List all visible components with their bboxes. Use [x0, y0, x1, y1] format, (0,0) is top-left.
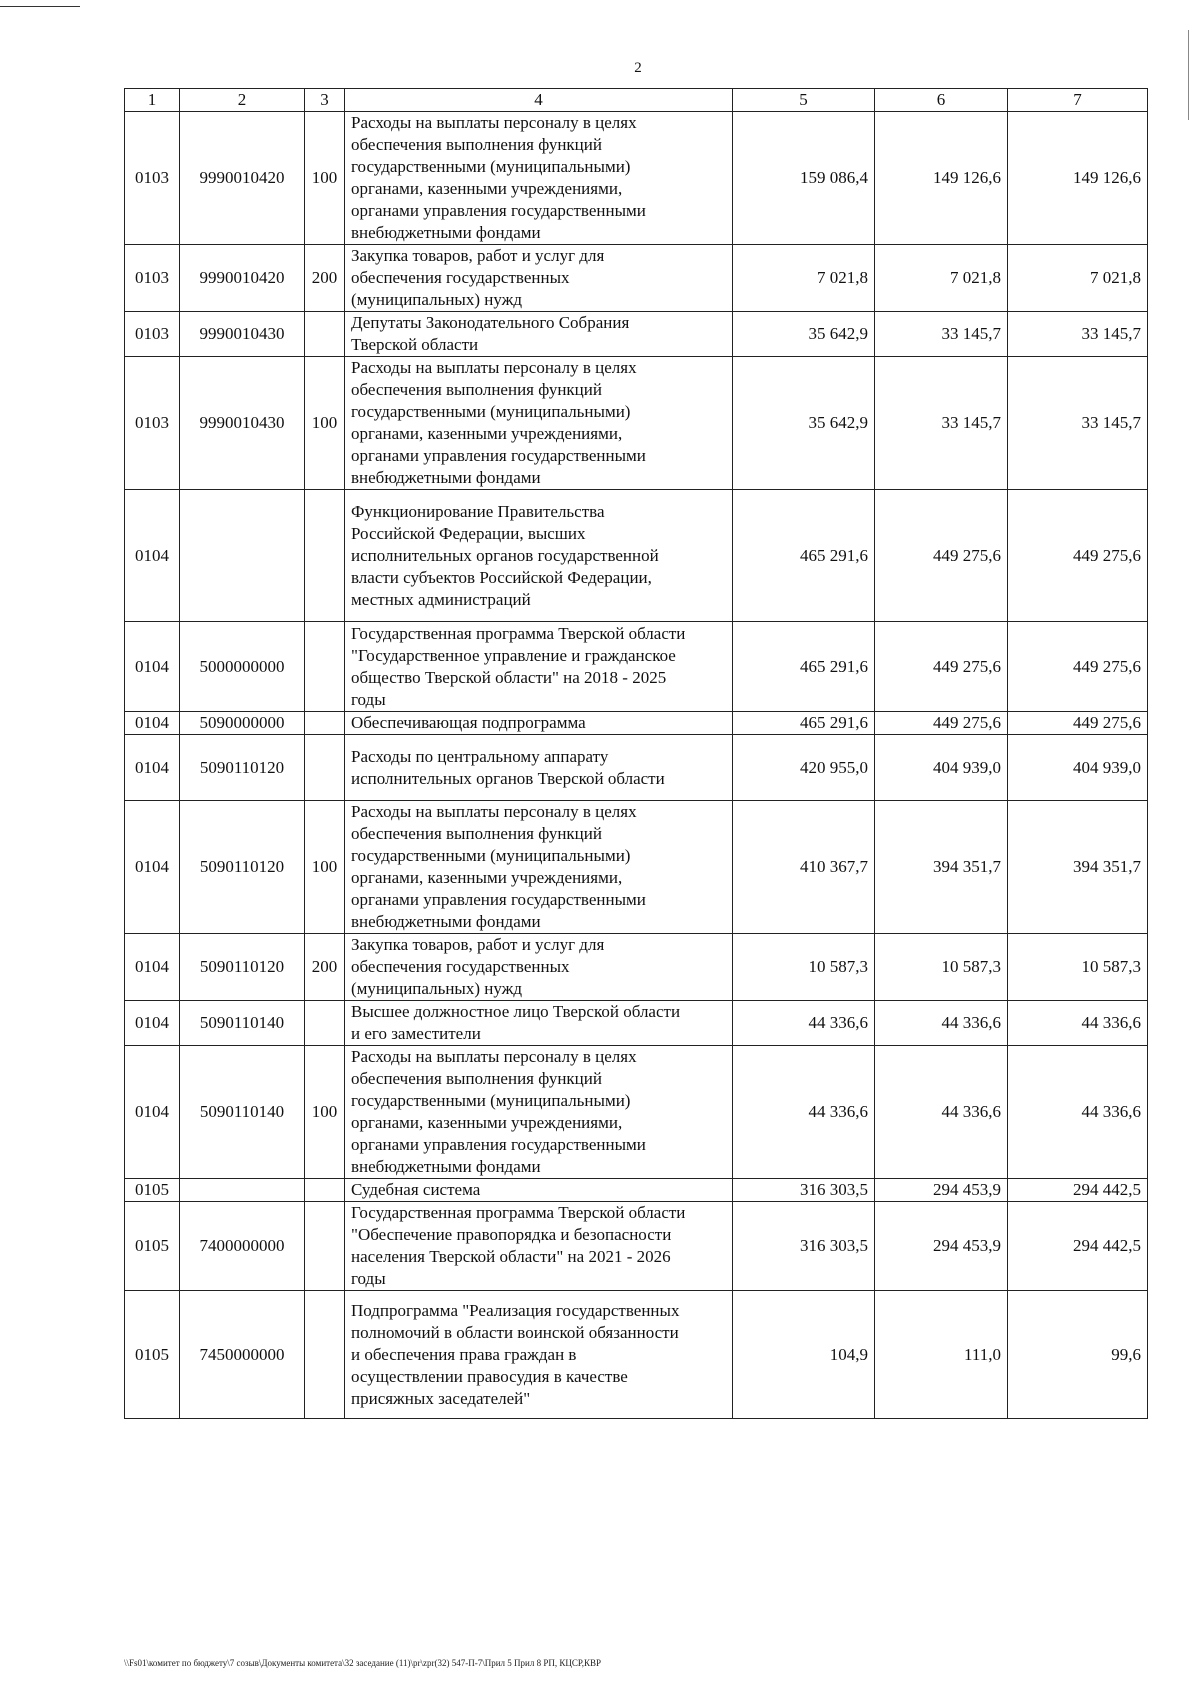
column-header: 7 — [1008, 89, 1148, 112]
amount-cell-col5: 410 367,7 — [733, 801, 875, 934]
amount-cell-col5: 316 303,5 — [733, 1179, 875, 1202]
table-row — [125, 712, 1148, 735]
amount-cell-col6: 449 275,6 — [875, 490, 1008, 622]
item-name-line: органами управления государственными — [351, 890, 646, 909]
section-code-cell: 0103 — [125, 245, 180, 312]
amount-cell-col5: 10 587,3 — [733, 934, 875, 1001]
item-name-cell — [345, 1001, 733, 1046]
target-article-cell: 5090110120 — [180, 934, 305, 1001]
table-row — [125, 1202, 1148, 1291]
table-row — [125, 1179, 1148, 1202]
section-code-cell: 0105 — [125, 1291, 180, 1419]
item-name-line: Тверской области — [351, 335, 479, 354]
item-name-line: власти субъектов Российской Федерации, — [351, 567, 652, 587]
item-name-cell — [345, 801, 733, 934]
target-article-cell — [180, 490, 305, 622]
target-article-cell: 7400000000 — [180, 1202, 305, 1291]
item-name-line: местных администраций — [351, 589, 531, 609]
amount-cell-col7: 10 587,3 — [1008, 934, 1148, 1001]
target-article-cell: 5090110140 — [180, 1046, 305, 1179]
amount-cell-col6: 404 939,0 — [875, 735, 1008, 801]
item-name-cell — [345, 1179, 733, 1202]
section-code-cell: 0104 — [125, 622, 180, 712]
item-name-line: органами управления государственными — [351, 1135, 646, 1154]
amount-cell-col6: 111,0 — [875, 1291, 1008, 1419]
amount-cell-col7: 44 336,6 — [1008, 1046, 1148, 1179]
amount-cell-col5: 104,9 — [733, 1291, 875, 1419]
amount-cell-col7: 449 275,6 — [1008, 490, 1148, 622]
item-name-line: Подпрограмма "Реализация государственных — [351, 1300, 680, 1320]
item-name-line: Судебная система — [351, 1180, 481, 1199]
section-code-cell: 0104 — [125, 735, 180, 801]
amount-cell-col6: 394 351,7 — [875, 801, 1008, 934]
item-name-cell — [345, 1291, 733, 1419]
table-row — [125, 357, 1148, 490]
item-name-line: органами, казенными учреждениями, — [351, 868, 623, 887]
item-name-line: Расходы на выплаты персоналу в целях — [351, 1047, 637, 1066]
expense-kind-cell — [305, 1001, 345, 1046]
item-name-line: государственными (муниципальными) — [351, 157, 631, 176]
target-article-cell: 5090000000 — [180, 712, 305, 735]
item-name-line: обеспечения государственных — [351, 957, 570, 976]
item-name-cell — [345, 712, 733, 735]
item-name-line: Функционирование Правительства — [351, 501, 605, 521]
item-name-line: государственными (муниципальными) — [351, 846, 631, 865]
amount-cell-col5: 44 336,6 — [733, 1046, 875, 1179]
target-article-cell: 9990010420 — [180, 112, 305, 245]
item-name-line: "Государственное управление и гражданское — [351, 645, 676, 665]
table-row — [125, 312, 1148, 357]
item-name-cell — [345, 1046, 733, 1179]
expense-kind-cell: 100 — [305, 357, 345, 490]
item-name-line: присяжных заседателей" — [351, 1388, 531, 1408]
item-name-line: исполнительных органов государственной — [351, 545, 659, 565]
amount-cell-col5: 465 291,6 — [733, 490, 875, 622]
amount-cell-col6: 44 336,6 — [875, 1001, 1008, 1046]
expense-kind-cell — [305, 735, 345, 801]
column-header: 2 — [180, 89, 305, 112]
amount-cell-col7: 449 275,6 — [1008, 712, 1148, 735]
column-header: 6 — [875, 89, 1008, 112]
table-row — [125, 934, 1148, 1001]
target-article-cell: 9990010420 — [180, 245, 305, 312]
item-name-line: органами управления государственными — [351, 446, 646, 465]
item-name-line: Расходы по центральному аппарату — [351, 746, 609, 766]
amount-cell-col7: 294 442,5 — [1008, 1202, 1148, 1291]
amount-cell-col6: 449 275,6 — [875, 622, 1008, 712]
item-name-line: Расходы на выплаты персоналу в целях — [351, 802, 637, 821]
amount-cell-col6: 44 336,6 — [875, 1046, 1008, 1179]
amount-cell-col6: 149 126,6 — [875, 112, 1008, 245]
item-name-line: (муниципальных) нужд — [351, 979, 523, 998]
expense-kind-cell — [305, 490, 345, 622]
item-name-line: "Обеспечение правопорядка и безопасности — [351, 1225, 672, 1244]
scan-artifact-line — [0, 6, 80, 7]
item-name-line: Депутаты Законодательного Собрания — [351, 313, 630, 332]
item-name-line: обеспечения выполнения функций — [351, 824, 602, 843]
page-number: 2 — [634, 60, 642, 76]
item-name-line: годы — [351, 689, 386, 709]
section-code-cell: 0104 — [125, 801, 180, 934]
item-name-line: Высшее должностное лицо Тверской области — [351, 1002, 681, 1021]
amount-cell-col7: 294 442,5 — [1008, 1179, 1148, 1202]
expense-kind-cell: 100 — [305, 1046, 345, 1179]
item-name-cell — [345, 357, 733, 490]
item-name-cell — [345, 934, 733, 1001]
target-article-cell: 5000000000 — [180, 622, 305, 712]
target-article-cell: 9990010430 — [180, 357, 305, 490]
item-name-line: исполнительных органов Тверской области — [351, 768, 665, 788]
amount-cell-col7: 449 275,6 — [1008, 622, 1148, 712]
section-code-cell: 0104 — [125, 712, 180, 735]
item-name-cell — [345, 312, 733, 357]
item-name-line: органами, казенными учреждениями, — [351, 179, 623, 198]
table-row — [125, 245, 1148, 312]
item-name-line: населения Тверской области" на 2021 - 2026 — [351, 1247, 671, 1266]
expense-kind-cell: 200 — [305, 934, 345, 1001]
item-name-cell — [345, 735, 733, 801]
amount-cell-col5: 44 336,6 — [733, 1001, 875, 1046]
amount-cell-col7: 404 939,0 — [1008, 735, 1148, 801]
item-name-line: внебюджетными фондами — [351, 1157, 541, 1176]
item-name-cell — [345, 622, 733, 712]
section-code-cell: 0104 — [125, 490, 180, 622]
amount-cell-col5: 35 642,9 — [733, 357, 875, 490]
section-code-cell: 0104 — [125, 934, 180, 1001]
item-name-line: внебюджетными фондами — [351, 468, 541, 487]
target-article-cell: 5090110120 — [180, 735, 305, 801]
amount-cell-col5: 159 086,4 — [733, 112, 875, 245]
table-row — [125, 1046, 1148, 1179]
expense-kind-cell — [305, 1179, 345, 1202]
item-name-line: органами, казенными учреждениями, — [351, 1113, 623, 1132]
item-name-line: Закупка товаров, работ и услуг для — [351, 935, 605, 954]
amount-cell-col7: 99,6 — [1008, 1291, 1148, 1419]
section-code-cell: 0104 — [125, 1001, 180, 1046]
amount-cell-col5: 465 291,6 — [733, 622, 875, 712]
amount-cell-col5: 465 291,6 — [733, 712, 875, 735]
item-name-line: обеспечения государственных — [351, 268, 570, 287]
table-row — [125, 735, 1148, 801]
amount-cell-col7: 7 021,8 — [1008, 245, 1148, 312]
expense-kind-cell: 200 — [305, 245, 345, 312]
column-number-row — [125, 89, 1148, 112]
section-code-cell: 0103 — [125, 112, 180, 245]
expense-kind-cell — [305, 622, 345, 712]
item-name-line: Расходы на выплаты персоналу в целях — [351, 358, 637, 377]
table-row — [125, 112, 1148, 245]
amount-cell-col6: 10 587,3 — [875, 934, 1008, 1001]
item-name-cell — [345, 112, 733, 245]
amount-cell-col7: 44 336,6 — [1008, 1001, 1148, 1046]
item-name-cell — [345, 245, 733, 312]
column-header: 3 — [305, 89, 345, 112]
item-name-line: Расходы на выплаты персоналу в целях — [351, 113, 637, 132]
item-name-line: общество Тверской области" на 2018 - 2025 — [351, 667, 667, 687]
column-header: 4 — [345, 89, 733, 112]
amount-cell-col7: 149 126,6 — [1008, 112, 1148, 245]
amount-cell-col7: 394 351,7 — [1008, 801, 1148, 934]
amount-cell-col6: 33 145,7 — [875, 357, 1008, 490]
footer-file-path: \\Fs01\комитет по бюджету\7 созыв\Документы комитета\32 заседание (11)\pr\zpr(32) 547-П-7\Прил 5 Прил 8 РП, КЦСР,КВР — [124, 1658, 601, 1668]
target-article-cell: 5090110120 — [180, 801, 305, 934]
table-row — [125, 490, 1148, 622]
budget-table — [124, 88, 1148, 1419]
table-body — [125, 112, 1148, 1419]
expense-kind-cell — [305, 1291, 345, 1419]
amount-cell-col6: 33 145,7 — [875, 312, 1008, 357]
amount-cell-col6: 294 453,9 — [875, 1179, 1008, 1202]
item-name-line: Обеспечивающая подпрограмма — [351, 713, 586, 732]
table-row — [125, 1291, 1148, 1419]
amount-cell-col5: 316 303,5 — [733, 1202, 875, 1291]
amount-cell-col6: 294 453,9 — [875, 1202, 1008, 1291]
amount-cell-col7: 33 145,7 — [1008, 312, 1148, 357]
item-name-line: осуществлении правосудия в качестве — [351, 1366, 628, 1386]
amount-cell-col5: 420 955,0 — [733, 735, 875, 801]
column-header: 5 — [733, 89, 875, 112]
section-code-cell: 0105 — [125, 1202, 180, 1291]
item-name-line: и обеспечения права граждан в — [351, 1344, 577, 1364]
section-code-cell: 0103 — [125, 357, 180, 490]
item-name-line: обеспечения выполнения функций — [351, 135, 602, 154]
item-name-line: (муниципальных) нужд — [351, 290, 523, 309]
item-name-line: обеспечения выполнения функций — [351, 1069, 602, 1088]
amount-cell-col5: 7 021,8 — [733, 245, 875, 312]
target-article-cell: 7450000000 — [180, 1291, 305, 1419]
amount-cell-col7: 33 145,7 — [1008, 357, 1148, 490]
section-code-cell: 0105 — [125, 1179, 180, 1202]
item-name-line: Закупка товаров, работ и услуг для — [351, 246, 605, 265]
item-name-line: органами управления государственными — [351, 201, 646, 220]
target-article-cell — [180, 1179, 305, 1202]
item-name-line: государственными (муниципальными) — [351, 1091, 631, 1110]
expense-kind-cell — [305, 1202, 345, 1291]
item-name-line: органами, казенными учреждениями, — [351, 424, 623, 443]
target-article-cell: 9990010430 — [180, 312, 305, 357]
column-header: 1 — [125, 89, 180, 112]
item-name-line: внебюджетными фондами — [351, 912, 541, 931]
item-name-cell — [345, 490, 733, 622]
item-name-line: государственными (муниципальными) — [351, 402, 631, 421]
item-name-line: Государственная программа Тверской области — [351, 623, 686, 643]
target-article-cell: 5090110140 — [180, 1001, 305, 1046]
item-name-line: Российской Федерации, высших — [351, 523, 586, 543]
item-name-line: Государственная программа Тверской области — [351, 1203, 686, 1222]
amount-cell-col6: 449 275,6 — [875, 712, 1008, 735]
item-name-line: и его заместители — [351, 1024, 481, 1043]
table-row — [125, 622, 1148, 712]
item-name-line: внебюджетными фондами — [351, 223, 541, 242]
amount-cell-col6: 7 021,8 — [875, 245, 1008, 312]
table-row — [125, 1001, 1148, 1046]
item-name-line: годы — [351, 1269, 386, 1288]
item-name-line: обеспечения выполнения функций — [351, 380, 602, 399]
item-name-cell — [345, 1202, 733, 1291]
expense-kind-cell: 100 — [305, 801, 345, 934]
section-code-cell: 0103 — [125, 312, 180, 357]
expense-kind-cell: 100 — [305, 112, 345, 245]
amount-cell-col5: 35 642,9 — [733, 312, 875, 357]
section-code-cell: 0104 — [125, 1046, 180, 1179]
item-name-line: полномочий в области воинской обязанности — [351, 1322, 679, 1342]
table-row — [125, 801, 1148, 934]
expense-kind-cell — [305, 712, 345, 735]
expense-kind-cell — [305, 312, 345, 357]
